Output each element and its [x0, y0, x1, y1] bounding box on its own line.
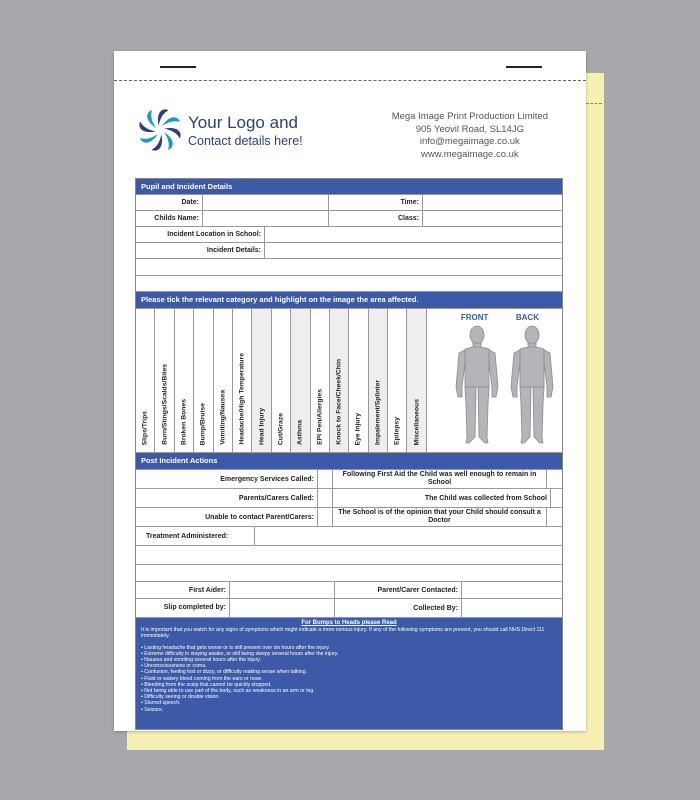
treatment-field[interactable] [255, 527, 562, 545]
symptom-item: • Not being able to use part of the body, such as weakness in an arm or leg. [141, 688, 315, 695]
first-aider-row [136, 581, 562, 598]
collected-by-field[interactable] [462, 599, 562, 617]
front-label: FRONT [460, 313, 489, 322]
category-impalement[interactable]: Impalement/Splinter [369, 309, 388, 452]
perforation-line [114, 80, 586, 81]
location-label: Incident Location in School: [136, 227, 265, 242]
date-time-row [136, 194, 562, 210]
section-header-categories: Please tick the relevant category and highlight on the image the area affected. [136, 291, 562, 308]
symptom-item: • Slurred speech. [141, 700, 181, 707]
symptom-item: • Bleeding from the scalp that cannot be quickly stopped. [141, 681, 272, 688]
parent-contacted-field[interactable] [462, 582, 562, 598]
date-field[interactable] [203, 195, 329, 210]
date-label: Date: [136, 195, 203, 210]
treatment-label: Treatment Administered: [136, 527, 255, 545]
company-name: Mega Image Print Production Limited [391, 111, 548, 122]
notice-intro: It is important that you watch for any signs of symptoms which might indicate a more serious injury. If any of the following symptoms are present, you should call NHS Direct 111 immediately. [141, 627, 545, 640]
category-epi-pen[interactable]: EPI Pen/Allergies [311, 309, 330, 452]
emergency-row [136, 469, 562, 488]
category-cut-graze[interactable]: Cut/Graze [272, 309, 291, 452]
class-label: Class: [329, 211, 423, 226]
childs-name-label: Childs Name: [136, 211, 203, 226]
slip-completed-row [136, 598, 562, 617]
parents-called-label: Parents/Carers Called: [136, 489, 318, 507]
class-field[interactable] [423, 211, 562, 226]
body-diagram-area[interactable] [427, 309, 562, 452]
details-extra-line[interactable] [136, 258, 562, 275]
treatment-row [136, 526, 562, 545]
binding-mark-left [160, 66, 196, 68]
symptom-item: • Difficulty seeing or double vision. [141, 694, 220, 701]
symptom-list [141, 645, 557, 713]
details-row [136, 242, 562, 258]
category-knock-to-face[interactable]: Knock to Face/Cheek/Chin [330, 309, 349, 452]
symptom-item: • Nausea and vomiting several hours after the injury. [141, 657, 261, 664]
blank-spacer-row [136, 564, 562, 581]
unable-contact-label: Unable to contact Parent/Carers: [136, 508, 318, 526]
treatment-extra-line[interactable] [136, 545, 562, 564]
details-field[interactable] [265, 243, 562, 258]
childs-name-field[interactable] [203, 211, 329, 226]
details-extra-line[interactable] [136, 275, 562, 291]
company-website: www.megaimage.co.uk [421, 148, 519, 160]
collected-checkbox[interactable] [551, 489, 562, 507]
parent-contacted-label: Parent/Carer Contacted: [335, 582, 462, 598]
section-header-pupil-details: Pupil and Incident Details [136, 179, 562, 194]
first-aider-field[interactable] [230, 582, 335, 598]
location-field[interactable] [265, 227, 562, 242]
emergency-checkbox[interactable] [318, 470, 333, 488]
symptom-item: • Unconsciousness or coma. [141, 663, 207, 670]
perforation-line-copy [586, 103, 602, 104]
details-label: Incident Details: [136, 243, 265, 258]
category-vomiting[interactable]: Vomiting/Nausea [214, 309, 233, 452]
symptom-item: • Confusion, feeling lost or dizzy, or difficulty making sense when talking. [141, 669, 307, 676]
symptom-item: • Extreme difficulty in staying awake, or still being sleepy several hours after the injury. [141, 650, 339, 657]
name-class-row [136, 210, 562, 226]
category-burn-stings[interactable]: Burn/Stings/Scalds/Bites [155, 309, 174, 452]
category-slips-trips[interactable]: Slips/Trips [136, 309, 155, 452]
first-aid-well-checkbox[interactable] [547, 470, 562, 488]
first-aider-label: First Aider: [136, 582, 230, 598]
category-head-injury[interactable]: Head Injury [252, 309, 271, 452]
doctor-checkbox[interactable] [547, 508, 562, 526]
category-eye-injury[interactable]: Eye Injury [349, 309, 368, 452]
category-asthma[interactable]: Asthma [291, 309, 310, 452]
company-address: 905 Yeovil Road, SL14JG [415, 123, 524, 135]
time-field[interactable] [423, 195, 562, 210]
parents-called-row [136, 488, 562, 507]
time-label: Time: [329, 195, 423, 210]
emergency-label: Emergency Services Called: [136, 470, 318, 488]
binding-mark-right [506, 66, 542, 68]
category-miscellaneous[interactable]: Miscellaneous [407, 309, 426, 452]
form-sheet [114, 51, 586, 731]
unable-contact-row [136, 507, 562, 526]
category-epilepsy[interactable]: Epilepsy [388, 309, 407, 452]
symptom-item: • Seizure. [141, 706, 164, 713]
notice-title: For Bumps to Heads please Read [301, 620, 397, 626]
company-email: info@megaimage.co.uk [419, 136, 520, 147]
collected-by-label: Collected By: [335, 599, 462, 617]
location-row [136, 226, 562, 242]
body-back-figure[interactable] [508, 325, 556, 447]
parents-called-checkbox[interactable] [318, 489, 333, 507]
back-label: BACK [515, 313, 539, 322]
logo-placeholder-subtitle: Contact details here! [188, 134, 303, 148]
symptom-item: • Fluid or watery blood coming from the ears or nose. [141, 675, 263, 682]
slip-completed-label: Slip completed by: [136, 599, 230, 617]
slip-completed-field[interactable] [230, 599, 335, 617]
logo-placeholder-title: Your Logo and [188, 113, 298, 132]
category-headache[interactable]: Headache/High Temperature [233, 309, 252, 452]
collected-label: The Child was collected from School [333, 489, 551, 507]
category-grid [136, 308, 562, 452]
section-header-post-incident: Post Incident Actions [136, 452, 562, 469]
first-aid-well-label: Following First Aid the Child was well enough to remain in School [333, 470, 547, 488]
symptom-item: • Lasting headache that gets worse or is still present over six hours after the injury. [141, 644, 330, 651]
body-front-figure[interactable] [453, 325, 501, 447]
category-broken-bones[interactable]: Broken Bones [175, 309, 194, 452]
head-bump-notice [136, 617, 562, 729]
logo-icon [136, 106, 184, 154]
doctor-label: The School is of the opinion that your Child should consult a Doctor [333, 508, 547, 526]
category-bump-bruise[interactable]: Bump/Bruise [194, 309, 213, 452]
company-details [392, 111, 548, 161]
unable-contact-checkbox[interactable] [318, 508, 333, 526]
incident-form [135, 178, 563, 730]
